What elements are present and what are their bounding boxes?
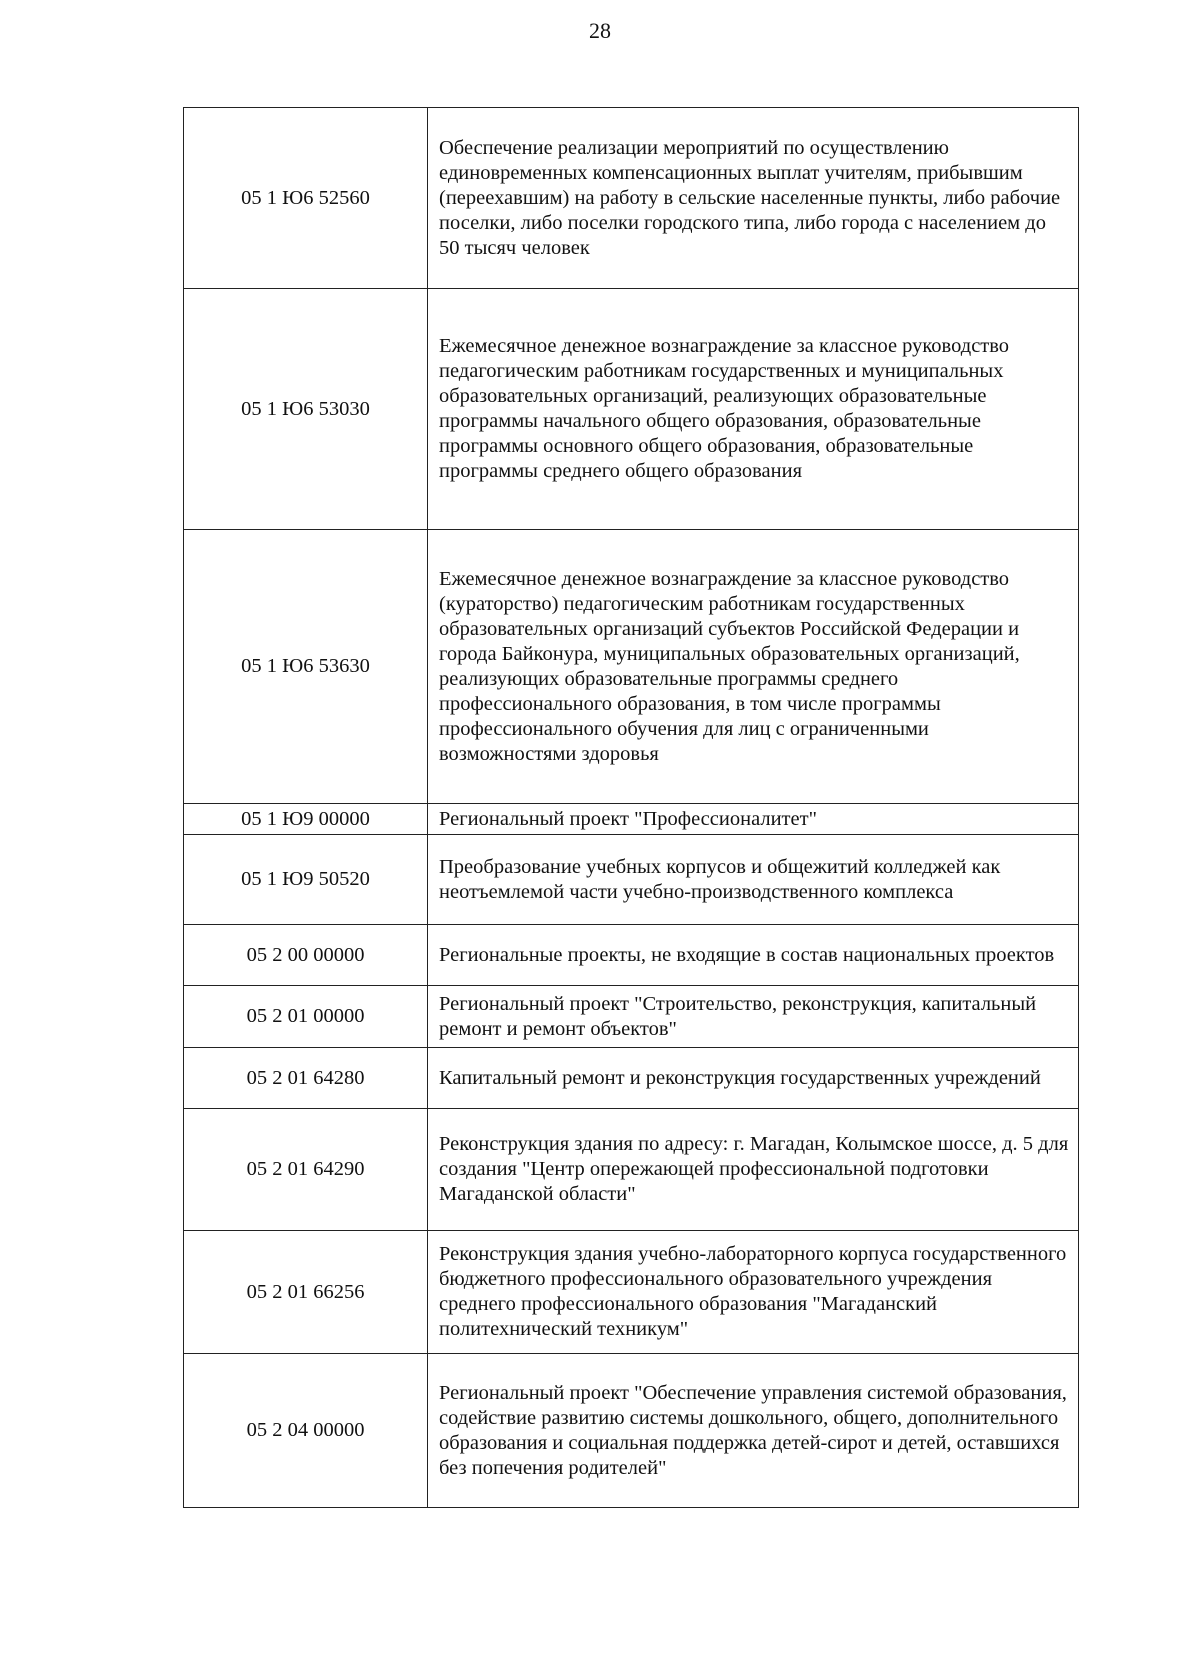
table-row (184, 108, 1079, 289)
row-code: 05 2 01 66256 (184, 1231, 428, 1354)
table-row (184, 986, 1079, 1048)
row-code: 05 2 00 00000 (184, 925, 428, 986)
table-row (184, 1231, 1079, 1354)
table-row (184, 289, 1079, 530)
row-description: Ежемесячное денежное вознаграждение за классное руководство педагогическим работникам государственных и муниципальных образовательных организаций, реализующих образовательные программы начального общего образования, образовательные программы основного общего образования, образовательные программы среднего общего образования (428, 289, 1079, 530)
row-description: Капитальный ремонт и реконструкция государственных учреждений (428, 1048, 1079, 1109)
row-description: Региональные проекты, не входящие в состав национальных проектов (428, 925, 1079, 986)
row-code: 05 2 01 64280 (184, 1048, 428, 1109)
table-row (184, 925, 1079, 986)
row-description: Региональный проект "Профессионалитет" (428, 804, 1079, 835)
row-description: Региональный проект "Обеспечение управления системой образования, содействие развитию системы дошкольного, общего, дополнительного образования и социальная поддержка детей-сирот и детей, оставшихся без попечения родителей" (428, 1354, 1079, 1508)
row-code: 05 1 Ю9 50520 (184, 835, 428, 925)
table-row (184, 835, 1079, 925)
row-description: Региональный проект "Строительство, реконструкция, капитальный ремонт и ремонт объектов" (428, 986, 1079, 1048)
row-description: Реконструкция здания по адресу: г. Магадан, Колымское шоссе, д. 5 для создания "Центр опережающей профессиональной подготовки Магаданской области" (428, 1109, 1079, 1231)
row-code: 05 2 04 00000 (184, 1354, 428, 1508)
row-code: 05 1 Ю9 00000 (184, 804, 428, 835)
row-code: 05 1 Ю6 53030 (184, 289, 428, 530)
row-description: Обеспечение реализации мероприятий по осуществлению единовременных компенсационных выплат учителям, прибывшим (переехавшим) на работу в сельские населенные пункты, либо рабочие поселки, либо поселки городского типа, либо города с населением до 50 тысяч человек (428, 108, 1079, 289)
table-row (184, 804, 1079, 835)
row-code: 05 2 01 00000 (184, 986, 428, 1048)
table-row (184, 1048, 1079, 1109)
table-row (184, 1109, 1079, 1231)
table-row (184, 530, 1079, 804)
budget-classification-table (183, 107, 1079, 1508)
table-row (184, 1354, 1079, 1508)
page-number: 28 (589, 18, 611, 43)
row-description: Ежемесячное денежное вознаграждение за классное руководство (кураторство) педагогическим работникам государственных образовательных организаций субъектов Российской Федерации и города Байконура, муниципальных образовательных организаций, реализующих образовательные программы среднего профессионального образования, в том числе программы профессионального обучения для лиц с ограниченными возможностями здоровья (428, 530, 1079, 804)
row-code: 05 1 Ю6 52560 (184, 108, 428, 289)
row-description: Преобразование учебных корпусов и общежитий колледжей как неотъемлемой части учебно-производственного комплекса (428, 835, 1079, 925)
row-code: 05 2 01 64290 (184, 1109, 428, 1231)
row-description: Реконструкция здания учебно-лабораторного корпуса государственного бюджетного профессионального образовательного учреждения среднего профессионального образования "Магаданский политехнический техникум" (428, 1231, 1079, 1354)
row-code: 05 1 Ю6 53630 (184, 530, 428, 804)
